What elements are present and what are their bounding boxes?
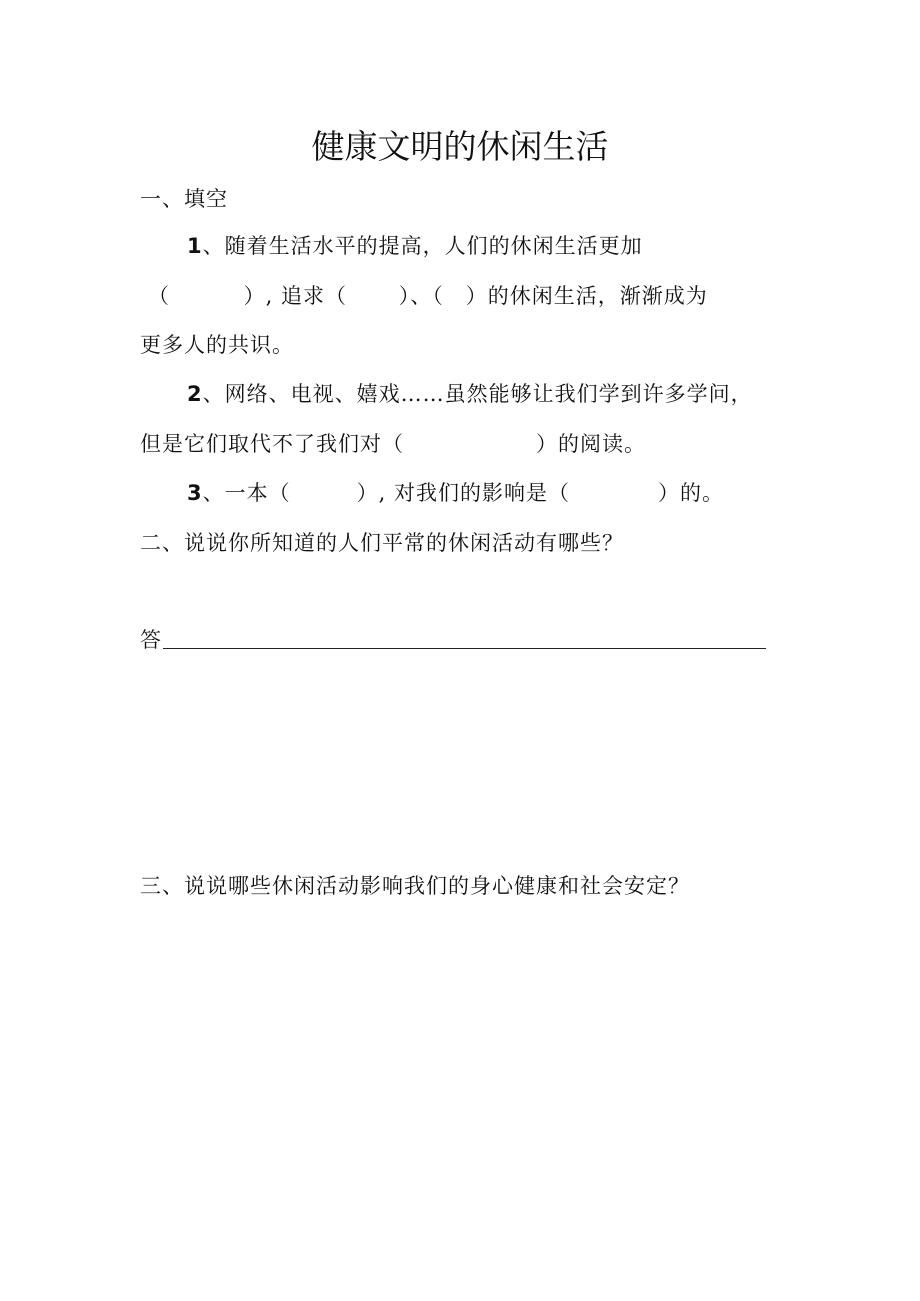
answer-line[interactable] (163, 648, 766, 649)
section2-heading: 二、说说你所知道的人们平常的休闲活动有哪些？ (140, 531, 624, 555)
question-3-line-1 (187, 478, 724, 508)
question-2-line-1 (187, 379, 753, 409)
question-1-line-3: 更多人的共识。 (140, 333, 294, 357)
answer-label: 答 (140, 628, 162, 652)
question-2-number: 2 (187, 382, 203, 406)
page-title: 健康文明的休闲生活 (311, 127, 609, 166)
question-3-text: 、一本（ ）, 对我们的影响是（ ）的。 (202, 481, 724, 505)
question-1-line-1 (187, 231, 643, 261)
section1-heading: 一、填空 (140, 187, 228, 211)
question-1-number: 1 (187, 234, 203, 258)
section3-heading: 三、说说哪些休闲活动影响我们的身心健康和社会安定？ (140, 874, 690, 898)
question-2-text: 、网络、电视、嬉戏……虽然能够让我们学到许多学问， (202, 382, 753, 406)
question-1-text: 、随着生活水平的提高，人们的休闲生活更加 (202, 234, 643, 258)
question-3-number: 3 (187, 481, 203, 505)
question-1-line-2: （ ）, 追求（ ）、（ ）的休闲生活，渐渐成为 (148, 284, 708, 308)
question-2-line-2: 但是它们取代不了我们对（ ）的阅读。 (140, 432, 646, 456)
